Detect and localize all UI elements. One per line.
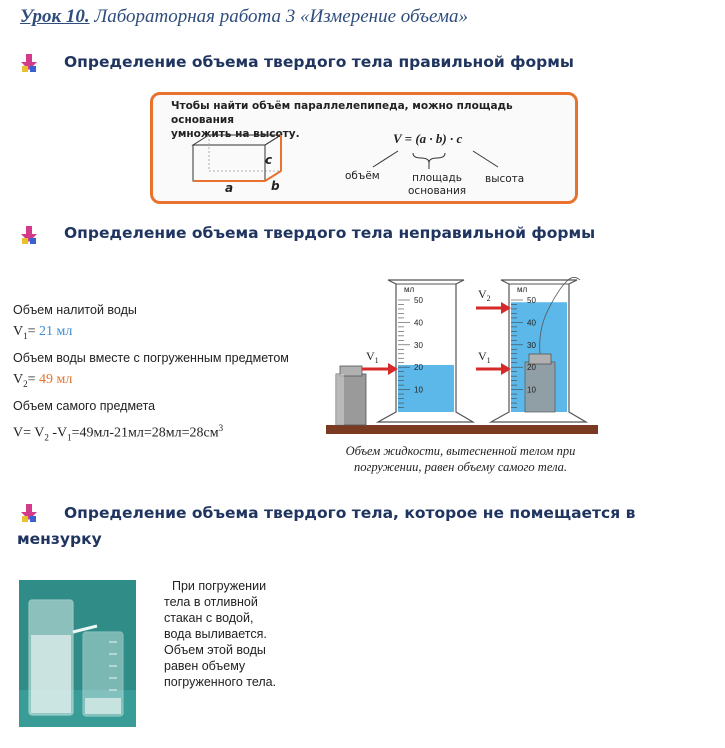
v1-value: 21 мл xyxy=(39,324,73,339)
section-heading-regular: Определение объема твердого тела правильной формы xyxy=(64,53,574,71)
v2-line: $V_2= 49$ мл xyxy=(13,371,73,389)
bullet-arrow-icon xyxy=(18,224,40,246)
scale-tick-label: 30 xyxy=(414,340,423,350)
formula: V = (a · b) · c xyxy=(393,131,463,146)
lesson-title: Лабораторная работа 3 «Измерение объема» xyxy=(94,6,469,27)
text-line: Объем этой воды xyxy=(164,643,266,657)
v1-line: $V_1= 21$ мл xyxy=(13,324,73,341)
scale-tick-label: 10 xyxy=(414,385,423,395)
lesson-number: Урок 10. xyxy=(20,6,90,27)
bullet-arrow-icon xyxy=(18,502,40,524)
scale-tick-label: 20 xyxy=(527,363,536,373)
label-base xyxy=(408,172,466,198)
edge-label-a: a xyxy=(225,181,234,195)
scale-tick-label: 30 xyxy=(527,340,536,350)
label-base-line1: площадь xyxy=(412,172,462,184)
cyl-label-v1-right: $V_1$ xyxy=(478,349,491,365)
scale-tick-label: 50 xyxy=(527,296,536,305)
section-heading-large-cont: мензурку xyxy=(17,530,102,548)
weight-left xyxy=(336,366,366,425)
v2-value: 49 мл xyxy=(39,371,73,387)
text-line: погруженного тела. xyxy=(164,675,277,689)
figure-caption xyxy=(318,443,603,475)
cyl-label-v1-left: $V_1$ xyxy=(366,349,379,365)
object-volume-label: Объем самого предмета xyxy=(13,398,156,413)
scale-tick-label: 40 xyxy=(527,318,536,328)
water-with-object-label: Объем воды вместе с погруженным предметом xyxy=(13,350,289,365)
label-height: высота xyxy=(485,173,525,185)
overflow-vessel-photo xyxy=(19,580,136,727)
table-surface xyxy=(326,425,598,434)
water-left xyxy=(398,365,454,412)
volume-formula: $V= V_2$ $-V_1=49мл-21мл=28мл=28см^3$ xyxy=(13,422,224,443)
formula-box xyxy=(150,92,578,204)
arrow-v1-right xyxy=(476,363,511,375)
text-line: стакан с водой, xyxy=(164,611,254,625)
cylinder-right xyxy=(491,277,586,422)
text-line: При погружении xyxy=(172,579,267,593)
measurement-block xyxy=(13,299,289,448)
scale-tick-label: 50 xyxy=(414,296,423,305)
overflow-explanation xyxy=(164,578,276,690)
cylinders-illustration xyxy=(318,270,603,440)
water-volume-label: Объем налитой воды xyxy=(13,303,137,317)
scale-unit-label: мл xyxy=(517,285,528,294)
section-heading-large: Определение объема твердого тела, которое не помещается в xyxy=(64,504,636,522)
scale-tick-label: 40 xyxy=(414,318,423,328)
box-text-line2: умножить на высоту. xyxy=(171,128,300,140)
cylinder-left xyxy=(378,280,473,422)
edge-label-b: b xyxy=(271,179,280,193)
section-heading-irregular: Определение объема твердого тела неправильной формы xyxy=(64,224,596,242)
box-text-line1: Чтобы найти объём параллелепипеда, можно площадь основания xyxy=(171,100,513,126)
label-base-line2: основания xyxy=(408,185,467,197)
text-line: равен объему xyxy=(164,659,246,673)
text-line: вода выливается. xyxy=(164,627,267,641)
label-volume: объём xyxy=(345,170,380,182)
figure-caption-line2: погружении, равен объему самого тела. xyxy=(353,460,568,474)
edge-label-c: c xyxy=(265,153,273,167)
text-line: тела в отливной xyxy=(164,595,258,609)
scale-tick-label: 10 xyxy=(527,385,536,395)
arrow-v1-left xyxy=(362,363,398,375)
cyl-label-v2-right: $V_2$ xyxy=(478,287,491,303)
scale-tick-label: 20 xyxy=(414,363,423,373)
scale-unit-label: мл xyxy=(404,285,415,294)
arrow-v2-right xyxy=(476,302,511,314)
page-title xyxy=(20,6,468,28)
figure-caption-line1: Объем жидкости, вытесненной телом при xyxy=(345,444,576,458)
bullet-arrow-icon xyxy=(18,52,40,74)
